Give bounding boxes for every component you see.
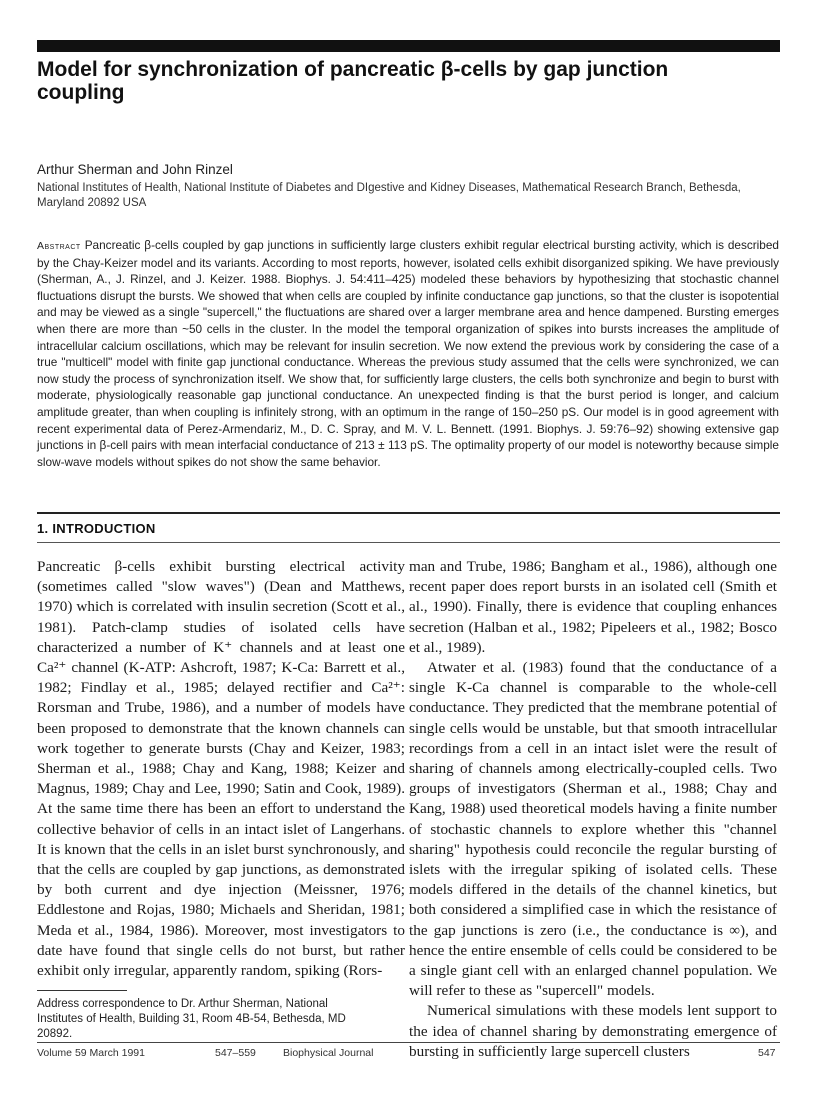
correspondence-footnote: Address correspondence to Dr. Arthur Sherman, National Institutes of Health, Building 31, Room 4B-54, Bethesda, MD 20892. [37,998,346,1040]
footnote-rule [37,990,127,991]
left-column [37,557,405,981]
footer-pages: 547–559 [215,1047,256,1059]
header-rule [37,40,780,52]
abstract [37,237,779,470]
footer-page-number: 547 [758,1047,776,1059]
footer-journal: Biophysical Journal [283,1047,374,1059]
footer-volume: Volume 59 March 1991 [37,1047,145,1059]
intro-paragraph-1-cont: man and Trube, 1986; Bangham et al., 1986), although one recent paper does report bursts in an isolated cell (Smith et al., 1990). Finally, there is evidence that coupling enhances secretion (Halban et al., 1982; Pipeleers et al., 1982; Bosco et al., 1989). [409,558,777,656]
right-column [409,557,777,1062]
intro-paragraph-2: Atwater et al. (1983) found that the conductance of a single K-Ca channel is comparable to the whole-cell conductance. They predicted that the membrane potential of single cells would be unstable, but that smooth intracellular recordings from a cell in an intact islet were the result of sharing of channels among electrically-coupled cells. Two groups of investigators (Sherman et al., 1988; Chay and Kang, 1988) used theoretical models having a finite number of stochastic channels to explore whether this "channel sharing" hypothesis could reconcile the regular bursting of islets with the irregular spiking of isolated cells. These models differed in the details of the channel kinetics, but both considered a simplified case in which the resistance of the gap junctions is zero (i.e., the conductance is ∞), and hence the entire ensemble of cells could be considered to be a single giant cell with an enlarged channel population. We will refer to these as "supercell" models. [409,659,777,1000]
section-rule-bottom [37,542,780,543]
article-title: Model for synchronization of pancreatic β-cells by gap junction coupling [37,58,669,104]
section-rule-top [37,512,780,514]
section-heading: 1. INTRODUCTION [37,521,156,536]
intro-paragraph-3: Numerical simulations with these models lent support to the idea of channel sharing by demonstrating emergence of bursting in sufficiently large supercell clusters [409,1002,777,1060]
footer-rule [37,1042,780,1043]
abstract-heading: Abstract [37,240,81,252]
authors: Arthur Sherman and John Rinzel [37,162,233,177]
intro-paragraph-1: Pancreatic β-cells exhibit bursting electrical activity (sometimes called "slow waves") (Dean and Matthews, 1970) which is correlated with insulin secretion (Scott et al., 1981). Patch-clamp studies of isolated cells have characterized a number of K⁺ channels and at least one Ca²⁺ channel (K-ATP: Ashcroft, 1987; K-Ca: Barrett et al., 1982; Findlay et al., 1985; delayed rectifier and Ca²⁺: Rorsman and Trube, 1986), and a number of models have been proposed to demonstrate that the known channels can work together to generate bursts (Chay and Keizer, 1983; Sherman et al., 1988; Chay and Kang, 1988; Keizer and Magnus, 1989; Chay and Lee, 1990; Satin and Cook, 1989). At the same time there has been an effort to understand the collective behavior of cells in an intact islet of Langerhans. It is known that the cells in an islet burst synchronously, and that the cells are coupled by gap junctions, as demonstrated by both current and dye injection (Meissner, 1976; Eddlestone and Rojas, 1980; Michaels and Sheridan, 1981; Meda et al., 1984, 1986). Moreover, most investigators to date have found that single cells do not burst, but rather exhibit only irregular, apparently random, spiking (Rors- [37,558,405,980]
affiliation: National Institutes of Health, National Institute of Diabetes and DIgestive and Kidney Diseases, Mathematical Research Branch, Bethesda, Maryland 20892 USA [37,182,741,209]
abstract-text: Pancreatic β-cells coupled by gap junctions in sufficiently large clusters exhibit regular electrical bursting activity, which is described by the Chay-Keizer model and its variants. According to most reports, however, isolated cells exhibit disorganized spiking. We have previously (Sherman, A., J. Rinzel, and J. Keizer. 1988. Biophys. J. 54:411–425) modeled these behaviors by hypothesizing that stochastic channel fluctuations disrupt the bursts. We showed that when cells are coupled by infinite conductance gap junctions, so that the cluster is isopotential and may be viewed as a single "supercell," the fluctuations are shared over a larger membrane area and hence dampened. Bursting emerges when there are more than ~50 cells in the cluster. In the model the temporal organization of spikes into bursts increases the amplitude of intracellular calcium oscillations, which may be relevant for insulin secretion. We now extend the previous work by considering the case of a true "multicell" model with finite gap junctional conductance. Whereas the previous study assumed that the cells were synchronized, we can now study the process of synchronization itself. We show that, for sufficiently large clusters, the cells both synchronize and begin to burst with moderate, physiologically reasonable gap junctional conductance. An unexpected finding is that the burst period is longer, and calcium amplitude greater, than when coupling is infinitely strong, with an optimum in the range of 150–250 pS. Our model is in good agreement with recent experimental data of Perez-Armendariz, M., D. C. Spray, and M. V. L. Bennett. (1991. Biophys. J. 59:76–92) showing extensive gap junctions in β-cell pairs with mean interfacial conductance of 213 ± 113 pS. The optimality property of our model is noteworthy because simple slow-wave models without spikes do not show the same behavior. [37,238,779,469]
